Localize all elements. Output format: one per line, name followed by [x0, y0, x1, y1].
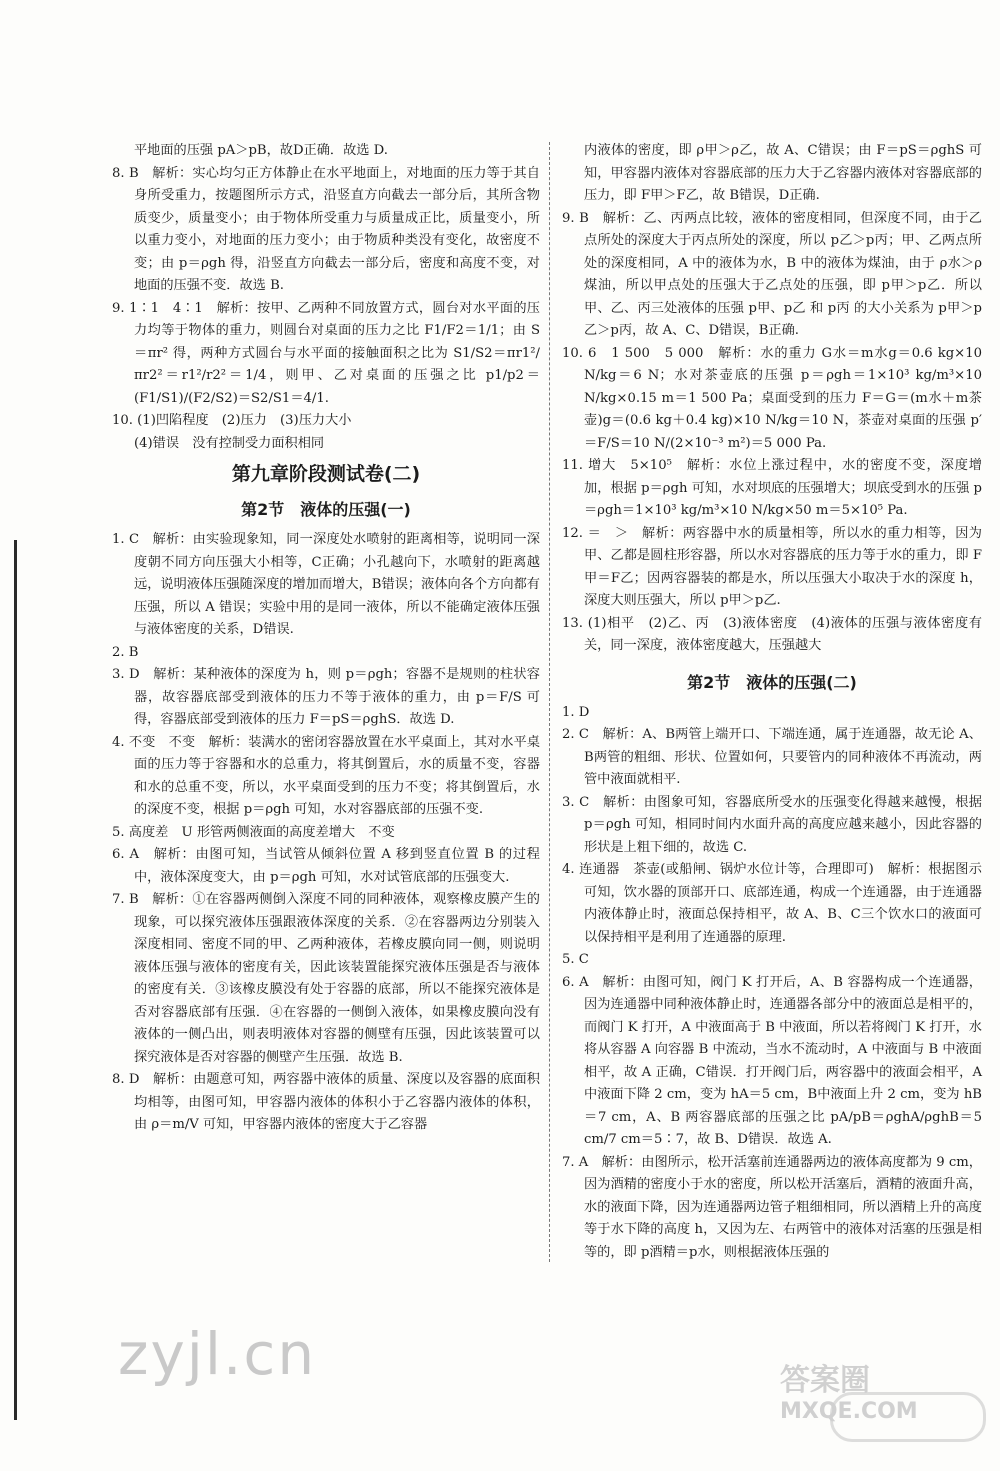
answer-paragraph: 4. 连通器 茶壶(或船闸、锅炉水位计等，合理即可) 解析：根据图示可知，饮水器的顶部开口、底部连通，构成一个连通器，由于连通器内液体静止时，液面总保持相平，故 A、B、C三个饮水口的液面可以保持相平是利用了连通器的原理.	[562, 862, 982, 945]
answer-paragraph: 8. B 解析：实心均匀正方体静止在水平地面上，对地面的压力等于其自身所受重力，按题图所示方式，沿竖直方向截去一部分后，其所含物质变少，质量变小；由于物体所受重力与质量成正比，质量变小，所以重力变小，对地面的压力变小；由于物质种类没有变化，故密度不变；由 p＝ρgh 得，沿竖直方向截去一部分后，密度和高度不变，对地面的压强不变．故选 B.	[112, 165, 540, 293]
answer-paragraph: 内液体的密度，即 ρ甲＞ρ乙，故 A、C错误；由 F＝pS＝ρghS 可知，甲容器内液体对容器底部的压力大于乙容器内液体对容器底部的压力，即 F甲＞F乙，故 B错误，D正确.	[584, 143, 982, 203]
answer-paragraph: 平地面的压强 pA＞pB，故D正确．故选 D.	[134, 143, 388, 158]
right-answers-top	[562, 140, 982, 658]
answer-paragraph: 1. D	[562, 704, 590, 720]
answer-paragraph: 8. D 解析：由题意可知，两容器中液体的质量、深度以及容器的底面积均相等，由图可知，甲容器内液体的体积小于乙容器内液体的体积，由 ρ＝m/V 可知，甲容器内液体的密度大于乙容器	[112, 1072, 540, 1132]
answer-paragraph: 1. C 解析：由实验现象知，同一深度处水喷射的距离相等，说明同一深度朝不同方向压强大小相等，C正确；小孔越向下，水喷射的距离越远，说明液体压强随深度的增加而增大，B错误；液体向各个方向都有压强，所以 A 错误；实验中用的是同一液体，所以不能确定液体压强与液体密度的关系，D错误.	[112, 532, 540, 637]
watermark-zyjl: zyjl.cn	[118, 1320, 317, 1388]
chapter-title: 第九章阶段测试卷(二)	[231, 463, 421, 485]
answer-paragraph: 9. B 解析：乙、丙两点比较，液体的密度相同，但深度不同，由于乙点所处的深度大于丙点所处的深度，所以 p乙＞p丙；甲、乙两点所处的深度相同，A 中的液体为水，B 中的液体为煤油，由于 ρ水＞ρ煤油，所以甲点处的压强大于乙点处的压强，即 p甲＞p乙．所以甲、乙、丙三处液体的压强 p甲、p乙 和 p丙 的大小关系为 p甲＞p乙＞p丙，故 A、C、D错误，B正确.	[562, 210, 982, 338]
answer-paragraph: 3. D 解析：某种液体的深度为 h，则 p＝ρgh；容器不是规则的柱状容器，故容器底部受到液体的压力不等于液体的重力，由 p＝F/S 可得，容器底部受到液体的压力 F＝pS＝ρghS．故选 D.	[112, 667, 540, 727]
answer-paragraph: 13. (1)相平 (2)乙、丙 (3)液体密度 (4)液体的压强与液体密度有关，同一深度，液体密度越大，压强越大	[562, 615, 982, 653]
answer-paragraph: 11. 增大 5×10⁵ 解析：水位上涨过程中，水的密度不变，深度增加，根据 p＝ρgh 可知，水对坝底的压强增大；坝底受到水的压强 p＝ρgh＝1×10³ kg/m³×10 N/kg×50 m＝5×10⁵ Pa.	[562, 458, 982, 518]
answer-paragraph: 3. C 解析：由图象可知，容器底所受水的压强变化得越来越慢，根据 p＝ρgh 可知，相同时间内水面升高的高度应越来越小，因此容器的形状是上粗下细的，故选 C.	[562, 794, 982, 855]
section-title-2: 第2节 液体的压强(二)	[687, 672, 857, 692]
answer-paragraph: (4)错误 没有控制受力面积相同	[134, 435, 325, 451]
answer-paragraph: 6. A 解析：由图可知，阀门 K 打开后，A、B 容器构成一个连通器，因为连通器中同种液体静止时，连通器各部分中的液面总是相平的，而阀门 K 打开，A 中液面高于 B 中液面，所以若将阀门 K 打开，水将从容器 A 向容器 B 中流动，当水不流动时，A 中液面与 B 中液面相平，故 A 正确，C错误．打开阀门后，两容器中的液面会相平，A 中液面下降 2 cm，变为 hA＝5 cm，B中液面上升 2 cm，变为 hB＝7 cm，A、B 两容器底部的压强之比 pA/pB＝ρghA/ρghB＝5 cm/7 cm＝5∶7，故 B、D错误．故选 A.	[562, 974, 982, 1147]
right-answers-bottom	[562, 702, 982, 1265]
answer-paragraph: 7. B 解析：①在容器两侧倒入深度不同的同种液体，观察橡皮膜产生的现象，可以探究液体压强跟液体深度的关系．②在容器两边分别装入深度相同、密度不同的甲、乙两种液体，若橡皮膜向同一侧，则说明液体压强与液体的密度有关，因此该装置能探究液体压强是否与液体的密度有关．③该橡皮膜没有处于容器的底部，所以不能探究液体是否对容器底部有压强．④在容器的一侧倒入液体，如果橡皮膜向没有液体的一侧凸出，则表明液体对容器的侧壁有压强，因此该装置可以探究液体是否对容器的侧壁产生压强．故选 B.	[112, 892, 540, 1065]
answer-paragraph: 2. B	[112, 644, 139, 660]
watermark-daanquan	[780, 1355, 918, 1424]
section-title-1: 第2节 液体的压强(一)	[241, 500, 411, 519]
left-column	[112, 140, 540, 1137]
binding-edge-line	[14, 540, 17, 1420]
left-answers-top	[112, 140, 540, 455]
left-answers-bottom	[112, 529, 540, 1137]
answer-paragraph: 12. ＝ ＞ 解析：两容器中水的质量相等，所以水的重力相等，因为甲、乙都是圆柱形容器，所以水对容器底的压力等于水的重力，即 F甲＝F乙；因两容器装的都是水，所以压强大小取决于水的深度 h，深度大则压强大，所以 p甲＞p乙.	[562, 525, 982, 608]
answer-paragraph: 4. 不变 不变 解析：装满水的密闭容器放置在水平桌面上，其对水平桌面的压力等于容器和水的总重力，将其倒置后，水的质量不变，容器和水的总重不变，所以，水平桌面受到的压力不变；将其倒置后，水的深度不变，根据 p＝ρgh 可知，水对容器底部的压强不变.	[112, 734, 540, 817]
answer-paragraph: 5. C	[562, 952, 589, 967]
watermark-url: MXQE.COM	[780, 1399, 918, 1424]
answer-paragraph: 10. (1)凹陷程度 (2)压力 (3)压力大小	[112, 413, 352, 428]
answer-paragraph: 2. C 解析：A、B两管上端开口、下端连通，属于连通器，故无论 A、B两管的粗细、形状、位置如何，只要管内的同种液体不再流动，两管中液面就相平.	[562, 727, 982, 787]
column-divider	[549, 142, 550, 1262]
answer-paragraph: 7. A 解析：由图所示，松开活塞前连通器两边的液体高度都为 9 cm，因为酒精的密度小于水的密度，所以松开活塞后，酒精的液面升高，水的液面下降，因为连通器两边管子粗细相同，所以酒精上升的高度等于水下降的高度 h，又因为左、右两管中的液体对活塞的压强是相等的，即 p酒精＝p水，则根据液体压强的	[562, 1154, 982, 1260]
answer-paragraph: 10. 6 1 500 5 000 解析：水的重力 G水＝m水g＝0.6 kg×10 N/kg＝6 N；水对茶壶底的压强 p＝ρgh＝1×10³ kg/m³×10 N/kg×0.15 m＝1 500 Pa；桌面受到的压力 F＝G＝(m水＋m茶壶)g＝(0.6 kg＋0.4 kg)×10 N/kg＝10 N，茶壶对桌面的压强 p′＝F/S＝10 N/(2×10⁻³ m²)＝5 000 Pa.	[562, 345, 982, 451]
answer-paragraph: 9. 1∶1 4∶1 解析：按甲、乙两种不同放置方式，圆台对水平面的压力均等于物体的重力，则圆台对桌面的压力之比 F1/F2＝1/1；由 S＝πr² 得，两种方式圆台与水平面的接触面积之比为 S1/S2＝πr1²/πr2²＝r1²/r2²＝1/4，则甲、乙对桌面的压强之比 p1/p2＝(F1/S1)/(F2/S2)＝S2/S1＝4/1.	[112, 300, 540, 406]
watermark-daanquan-text: 答案圈	[780, 1363, 870, 1398]
right-column	[562, 140, 982, 1264]
answer-paragraph: 5. 高度差 U 形管两侧液面的高度差增大 不变	[112, 824, 395, 840]
answer-paragraph: 6. A 解析：由图可知，当试管从倾斜位置 A 移到竖直位置 B 的过程中，液体深度变大，由 p＝ρgh 可知，水对试管底部的压强变大.	[112, 847, 540, 885]
